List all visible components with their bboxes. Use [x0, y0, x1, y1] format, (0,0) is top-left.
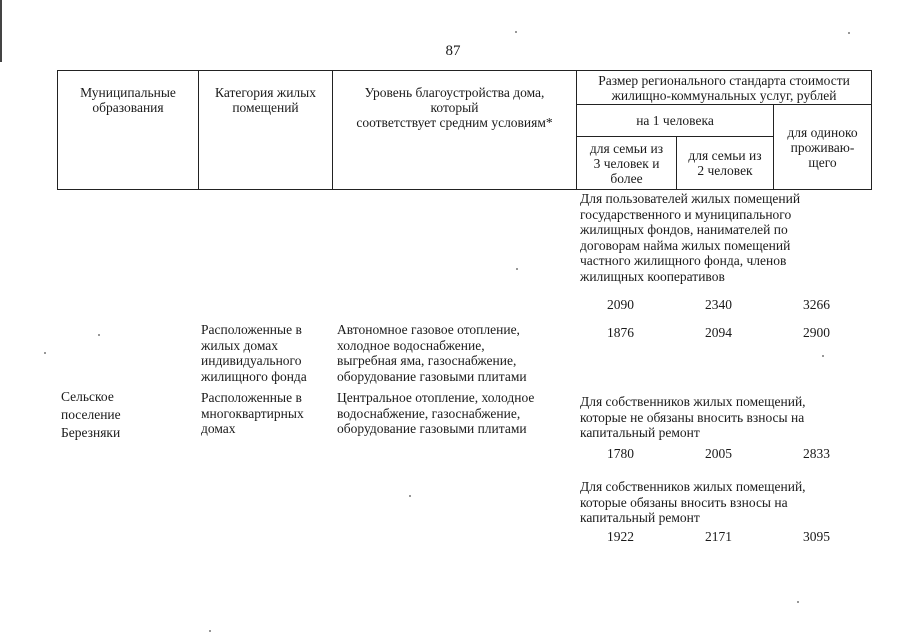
header-housing-category: Категория жилых помещений	[199, 71, 333, 190]
value-family-3plus: 1922	[607, 529, 634, 544]
header-single: для одиноко проживаю- щего	[774, 105, 872, 190]
category-individual-houses: Расположенные в жилых домах индивидуального жилищного фонда	[201, 322, 307, 384]
header-family-2: для семьи из 2 человек	[677, 137, 774, 190]
group-label-users: Для пользователей жилых помещений государственного и муниципального жилищных фондов, нанимателей по договорам найма жилых помещений частного жилищного фонда, членов жилищных кооперативов	[580, 191, 801, 284]
table-header	[57, 70, 872, 190]
header-standard-size: Размер регионального стандарта стоимости жилищно-коммунальных услуг, рублей	[577, 71, 872, 105]
header-municipalities: Муниципальные образования	[58, 71, 199, 190]
value-family-3plus: 1876	[607, 325, 634, 340]
header-family-3plus: для семьи из 3 человек и более	[577, 137, 677, 190]
value-family-2: 2171	[705, 529, 732, 544]
header-per-person: на 1 человека	[577, 105, 774, 137]
group-label-owners-obliged: Для собственников жилых помещений, которые обязаны вносить взносы на капитальный ремонт	[580, 479, 806, 525]
value-family-2: 2094	[705, 325, 732, 340]
level-individual-houses: Автономное газовое отопление, холодное водоснабжение, выгребная яма, газоснабжение, оборудование газовыми плитами	[337, 322, 527, 384]
municipality-name: Сельское поселение Березняки	[61, 389, 121, 440]
value-family-2: 2340	[705, 297, 732, 312]
scan-speck	[822, 355, 824, 357]
page-number: 87	[445, 43, 461, 59]
scan-speck	[209, 630, 211, 632]
scan-speck	[515, 31, 517, 33]
value-single: 3266	[803, 297, 830, 312]
scan-speck	[848, 32, 850, 34]
value-family-2: 2005	[705, 446, 732, 461]
scan-speck	[797, 601, 799, 603]
scan-speck	[516, 268, 518, 270]
scan-speck	[44, 352, 46, 354]
scan-speck	[98, 334, 100, 336]
value-single: 2900	[803, 325, 830, 340]
category-apartment-buildings: Расположенные в многоквартирных домах	[201, 390, 304, 436]
header-improvement-level: Уровень благоустройства дома, который соответствует средним условиям*	[333, 71, 577, 190]
scan-edge-mark	[0, 0, 2, 62]
level-apartment-buildings: Центральное отопление, холодное водоснабжение, газоснабжение, оборудование газовыми плитами	[337, 390, 535, 436]
value-single: 2833	[803, 446, 830, 461]
value-single: 3095	[803, 529, 830, 544]
group-label-owners-not-obliged: Для собственников жилых помещений, которые не обязаны вносить взносы на капитальный ремонт	[580, 394, 806, 440]
value-family-3plus: 2090	[607, 297, 634, 312]
value-family-3plus: 1780	[607, 446, 634, 461]
scan-speck	[409, 495, 411, 497]
